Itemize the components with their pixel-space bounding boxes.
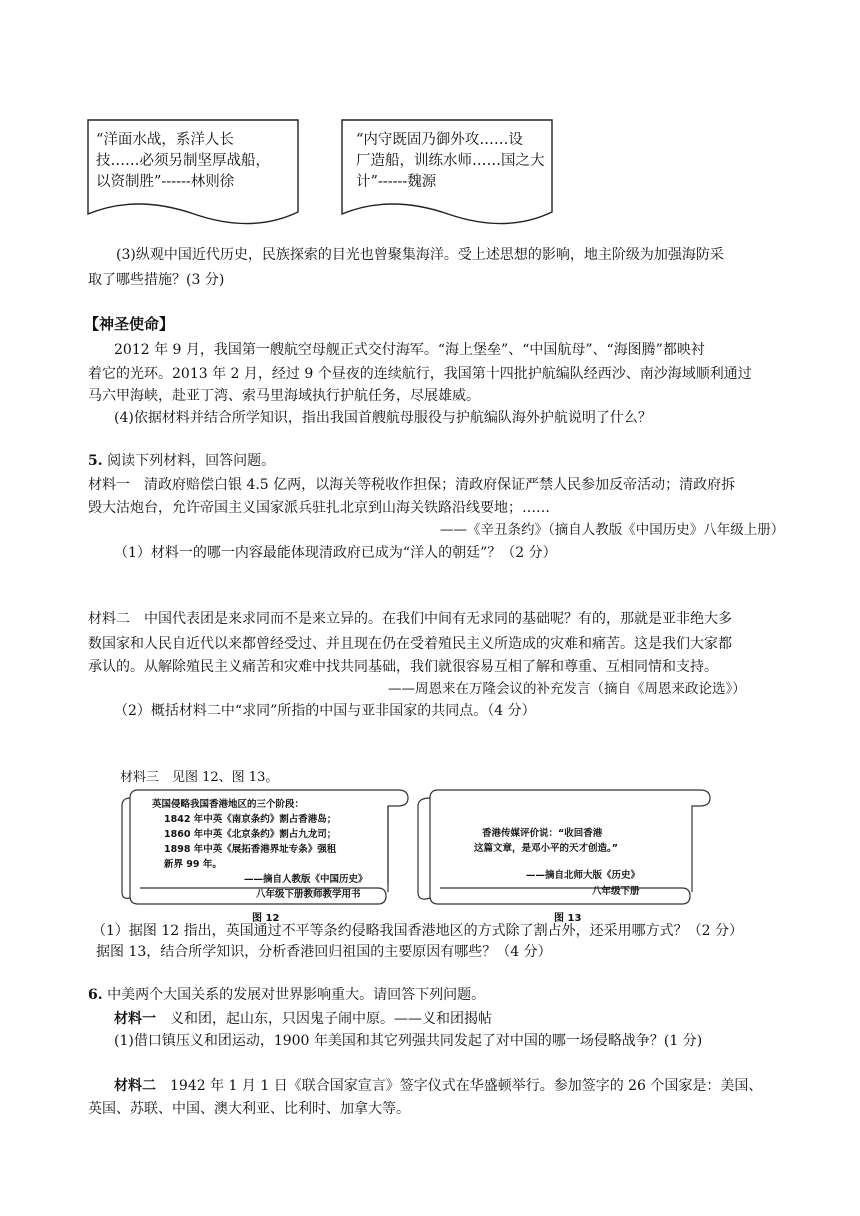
question-5-title (88, 451, 275, 471)
question-5-3-line2: 据图 13，结合所学知识，分析香港回归祖国的主要原因有哪些？（4 分） (96, 944, 552, 960)
question-3-line2: 取了哪些措施？(3 分) (88, 272, 225, 288)
flag-right-text: “内守既固乃御外攻……设 厂造船，训练水师……国之大 计”------魏源 (356, 132, 545, 190)
material-2-line2: 数国家和人民自近代以来都曾经受过、并且现在仍在受着殖民主义所造成的灾难和痛苦。这是我们大家都 (88, 636, 732, 652)
material-label: 材料二 (114, 1078, 156, 1094)
question-number: 6. (88, 987, 103, 1003)
material-text: 1942 年 1 月 1 日《联合国家宣言》签字仪式在华盛顿举行。参加签字的 26 个国家是：美国、 (156, 1078, 763, 1094)
question-title: 中美两个大国关系的发展对世界影响重大。请回答下列问题。 (107, 987, 486, 1003)
q6-material-2-line2: 英国、苏联、中国、澳大利亚、比利时、加拿大等。 (88, 1101, 410, 1117)
scroll-12-line1: 英国侵略我国香港地区的三个阶段： (152, 799, 305, 810)
question-5-3-line1: （1）据图 12 指出，英国通过不平等条约侵略我国香港地区的方式除了割占外，还采用哪方式？（2 分） (92, 923, 743, 939)
scroll-12-source2: 八年级下册教师教学用书 (256, 889, 361, 900)
question-number: 5. (88, 453, 103, 469)
q6-material-2-line1 (114, 1076, 762, 1096)
scroll-12-line4: 1898 年中英《展拓香港界址专条》强租 (164, 844, 337, 855)
mission-line2: 着它的光环。2013 年 2 月，经过 9 个昼夜的连续航行，我国第十四批护航编队经西沙、南沙海域顺利通过 (88, 366, 752, 382)
figure-12-caption: 图 12 (252, 913, 280, 924)
material-2-line1: 材料二 中国代表团是来求同而不是来立异的。在我们中间有无求同的基础呢？有的，那就是亚非绝大多 (88, 611, 732, 627)
scroll-12-source1: ——摘自人教版《中国历史》 (244, 874, 368, 885)
figure-13-caption: 图 13 (554, 913, 582, 924)
material-1-line2: 毁大沽炮台，允许帝国主义国家派兵驻扎北京到山海关铁路沿线要地；…… (88, 500, 550, 516)
question-6-1: (1)借口镇压义和团运动，1900 年美国和其它列强共同发起了对中国的哪一场侵略战争？(1 分) (114, 1033, 703, 1049)
question-title: 阅读下列材料，回答问题。 (107, 453, 276, 469)
flag-left-text: “洋面水战，系洋人长 技……必须另制坚厚战船， 以资制胜”------林则徐 (96, 132, 270, 190)
question-6-title (88, 985, 485, 1005)
section-heading-mission: 【神圣使命】 (84, 315, 175, 333)
scroll-12-line5: 新界 99 年。 (164, 859, 222, 870)
question-4: (4)依据材料并结合所学知识，指出我国首艘航母服役与护航编队海外护航说明了什么？ (114, 410, 652, 426)
scroll-13-source2: 八年级下册 (592, 886, 640, 897)
material-3-intro: 材料三 见图 12、图 13。 (120, 770, 279, 785)
scroll-13-line2: 这篇文章，是邓小平的天才创造。” (474, 843, 618, 854)
material-1-source: ——《辛丑条约》（摘自人教版《中国历史》八年级上册） (440, 522, 785, 538)
scroll-12-line3: 1860 年中英《北京条约》割占九龙司； (164, 829, 337, 840)
material-label: 材料一 (114, 1011, 156, 1027)
scroll-13-source1: ——摘自北师大版《历史》 (526, 870, 641, 881)
mission-line1: 2012 年 9 月，我国第一艘航空母舰正式交付海军。“海上堡垒”、“中国航母”、“海图腾”都映衬 (114, 342, 705, 358)
question-5-1: （1）材料一的哪一内容最能体现清政府已成为“洋人的朝廷”？（2 分） (114, 545, 557, 561)
material-text: 义和团，起山东，只因鬼子闹中原。——义和团揭帖 (156, 1011, 492, 1027)
q6-material-1 (114, 1009, 492, 1029)
scroll-12-line2: 1842 年中英《南京条约》割占香港岛； (164, 814, 337, 825)
mission-line3: 马六甲海峡，赴亚丁湾、索马里海域执行护航任务，尽展雄威。 (88, 388, 480, 404)
material-1-line1: 材料一 清政府赔偿白银 4.5 亿两，以海关等税收作担保；清政府保证严禁人民参加反帝活动；清政府拆 (88, 477, 736, 493)
material-2-line3: 承认的。从解除殖民主义痛苦和灾难中找共同基础，我们就很容易互相了解和尊重、互相同情和支持。 (88, 659, 718, 675)
question-5-2: （2）概括材料二中“求同”所指的中国与亚非国家的共同点。（4 分） (114, 703, 536, 719)
scroll-13-line1: 香港传媒评价说：“收回香港 (482, 828, 603, 839)
question-3-line1: (3)纵观中国近代历史，民族探索的目光也曾聚集海洋。受上述思想的影响，地主阶级为加强海防采 (116, 247, 724, 263)
material-2-source: ——周恩来在万隆会议的补充发言（摘自《周恩来政论选》） (388, 681, 746, 697)
